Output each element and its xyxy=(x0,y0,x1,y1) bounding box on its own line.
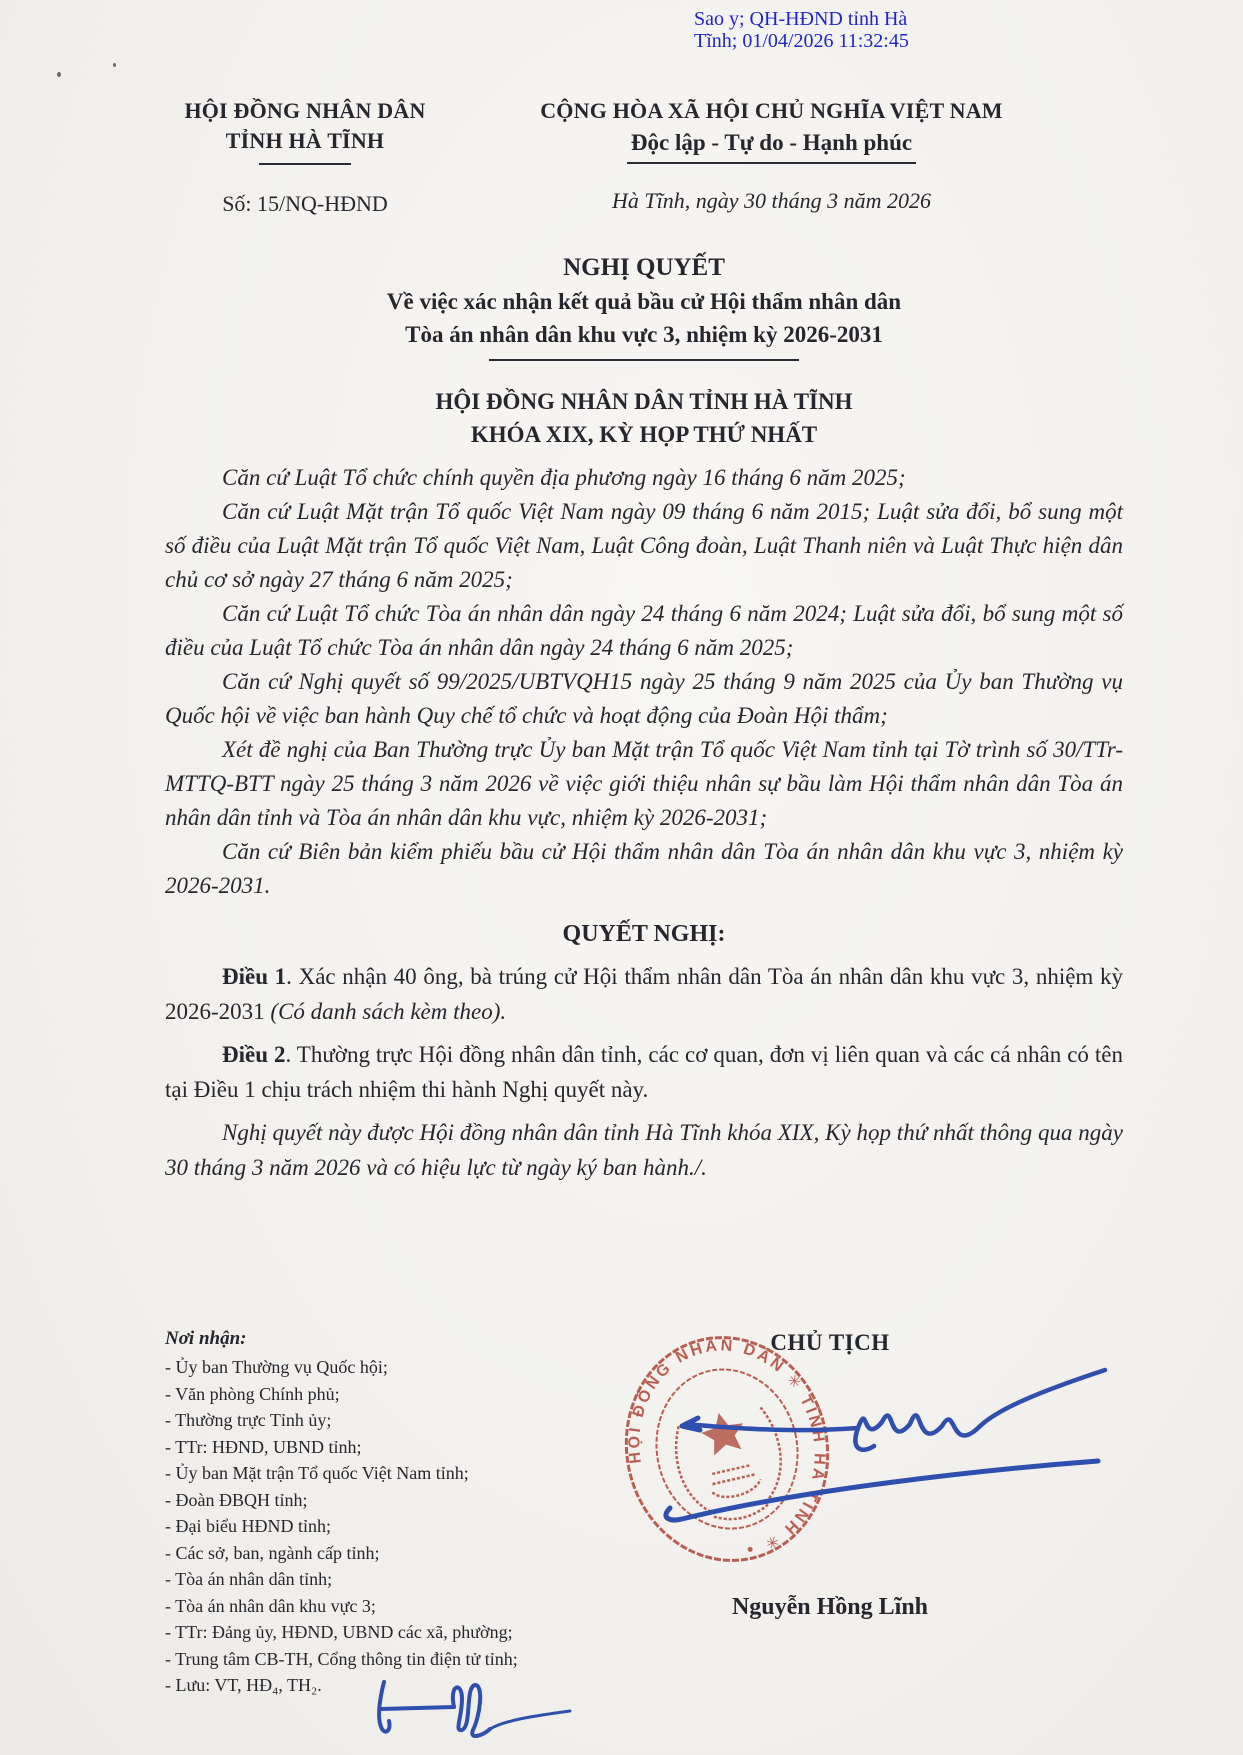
recipient-item: - Trung tâm CB-TH, Cổng thông tin điện tử tỉnh; xyxy=(165,1648,518,1669)
national-motto-block xyxy=(470,96,1073,217)
recipient-item: - Thường trực Tỉnh ủy; xyxy=(165,1410,332,1430)
document-body xyxy=(0,251,1243,1185)
article-1-text: . Xác nhận 40 ông, bà trúng cử Hội thẩm nhân dân Tòa án nhân dân khu vực 3, nhiệm kỳ 2026-2031 xyxy=(165,964,1123,1024)
chairman-signature xyxy=(600,1358,1160,1538)
preamble-paragraph: Căn cứ Biên bản kiểm phiếu bầu cử Hội thẩm nhân dân Tòa án nhân dân khu vực 3, nhiệm kỳ 2026-2031. xyxy=(165,839,1123,898)
document-header xyxy=(0,0,1243,217)
resolve-heading: QUYẾT NGHỊ: xyxy=(562,921,726,947)
digital-copy-note xyxy=(694,8,994,53)
issuer-line1: HỘI ĐỒNG NHÂN DÂN TỈNH HÀ TĨNH xyxy=(435,389,853,414)
article-2-label: Điều 2 xyxy=(222,1042,286,1067)
copy-note-line1: Sao y; QH-HĐND tỉnh Hà xyxy=(694,8,908,30)
recipient-item: - TTr: Đảng ủy, HĐND, UBND các xã, phường; xyxy=(165,1622,513,1642)
issuing-agency-block xyxy=(140,96,470,217)
national-motto: Độc lập - Tự do - Hạnh phúc xyxy=(627,128,916,164)
recipient-item: - TTr: HĐND, UBND tỉnh; xyxy=(165,1436,362,1457)
title-block xyxy=(165,251,1123,361)
article-2-text: . Thường trực Hội đồng nhân dân tỉnh, các cơ quan, đơn vị liên quan và các cá nhân có tên tại Điều 1 chịu trách nhiệm thi hành Nghị quyết này. xyxy=(165,1042,1123,1102)
recipient-item: - Ủy ban Thường vụ Quốc hội; xyxy=(165,1357,388,1377)
recipient-item: - Đại biểu HĐND tỉnh; xyxy=(165,1516,331,1536)
scan-speck xyxy=(57,72,61,77)
clerk-initial-scribble xyxy=(352,1672,582,1755)
place-date-line: Hà Tĩnh, ngày 30 tháng 3 năm 2026 xyxy=(612,188,931,213)
seal-arc-text: HỘI ĐỒNG NHÂN DÂN ✳ TỈNH HÀ TĨNH ✳ xyxy=(626,1337,828,1554)
national-title: CỘNG HÒA XÃ HỘI CHỦ NGHĨA VIỆT NAM xyxy=(540,98,1003,123)
preamble-paragraph: Căn cứ Luật Mặt trận Tổ quốc Việt Nam ngày 09 tháng 6 năm 2015; Luật sửa đổi, bổ sung một số điều của Luật Mặt trận Tổ quốc Việt Nam, Luật Công đoàn, Luật Thanh niên và Luật Thực hiện dân chủ cơ sở ngày 27 tháng 6 năm 2025; xyxy=(165,499,1123,592)
article-1-label: Điều 1 xyxy=(222,964,287,989)
preamble-paragraph: Căn cứ Luật Tổ chức chính quyền địa phương ngày 16 tháng 6 năm 2025; xyxy=(222,465,906,490)
title-subject-line1: Về việc xác nhận kết quả bầu cử Hội thẩm nhân dân xyxy=(386,289,902,314)
issuer-block xyxy=(165,385,1123,451)
recipient-item: - Đoàn ĐBQH tỉnh; xyxy=(165,1489,308,1510)
recipient-item: - Lưu: VT, HĐ₄, TH₂. xyxy=(165,1675,322,1695)
recipient-item: - Các sở, ban, ngành cấp tỉnh; xyxy=(165,1542,380,1563)
preamble-paragraph: Căn cứ Nghị quyết số 99/2025/UBTVQH15 ngày 25 tháng 9 năm 2025 của Ủy ban Thường vụ Quốc hội về việc ban hành Quy chế tổ chức và hoạt động của Đoàn Hội thẩm; xyxy=(165,669,1123,728)
article-1-note: (Có danh sách kèm theo). xyxy=(270,999,507,1024)
title-underline xyxy=(489,359,799,361)
agency-name-line1: HỘI ĐỒNG NHÂN DÂN xyxy=(184,98,426,123)
copy-note-line2: Tĩnh; 01/04/2026 11:32:45 xyxy=(694,30,909,53)
title-subject-line2: Tòa án nhân dân khu vực 3, nhiệm kỳ 2026-2031 xyxy=(405,322,883,347)
scan-speck xyxy=(113,63,116,67)
issuer-line2: KHÓA XIX, KỲ HỌP THỨ NHẤT xyxy=(470,422,818,447)
agency-name-line2: TỈNH HÀ TĨNH xyxy=(225,128,385,153)
agency-underline xyxy=(259,163,351,165)
preamble-paragraph: Căn cứ Luật Tổ chức Tòa án nhân dân ngày 24 tháng 6 năm 2024; Luật sửa đổi, bổ sung một số điều của Luật Tổ chức Tòa án nhân dân ngày 24 tháng 6 năm 2025; xyxy=(165,601,1123,660)
recipients-label: Nơi nhận: xyxy=(165,1328,247,1349)
signer-title: CHỦ TỊCH xyxy=(770,1330,890,1355)
document-number: Số: 15/NQ-HĐND xyxy=(222,191,388,216)
recipient-item: - Tòa án nhân dân khu vực 3; xyxy=(165,1595,376,1616)
article-1 xyxy=(165,959,1123,1029)
closing-paragraph: Nghị quyết này được Hội đồng nhân dân tỉnh Hà Tĩnh khóa XIX, Kỳ họp thứ nhất thông qua ngày 30 tháng 3 năm 2026 và có hiệu lực từ ngày ký ban hành./. xyxy=(165,1120,1123,1180)
document-type-title: NGHỊ QUYẾT xyxy=(563,254,725,281)
recipient-item: - Ủy ban Mặt trận Tổ quốc Việt Nam tỉnh; xyxy=(165,1463,469,1483)
signer-name: Nguyễn Hồng Lĩnh xyxy=(731,1594,929,1620)
preamble-paragraph: Xét đề nghị của Ban Thường trực Ủy ban Mặt trận Tổ quốc Việt Nam tỉnh tại Tờ trình số 30/TTr-MTTQ-BTT ngày 25 tháng 3 năm 2026 về việc giới thiệu nhân sự bầu làm Hội thẩm nhân dân Tòa án nhân dân tỉnh và Tòa án nhân dân khu vực, nhiệm kỳ 2026-2031; xyxy=(165,737,1123,830)
recipient-item: - Tòa án nhân dân tỉnh; xyxy=(165,1569,333,1589)
preamble xyxy=(165,461,1123,903)
recipients-block xyxy=(165,1328,595,1699)
recipient-item: - Văn phòng Chính phủ; xyxy=(165,1383,340,1404)
article-2 xyxy=(165,1037,1123,1107)
